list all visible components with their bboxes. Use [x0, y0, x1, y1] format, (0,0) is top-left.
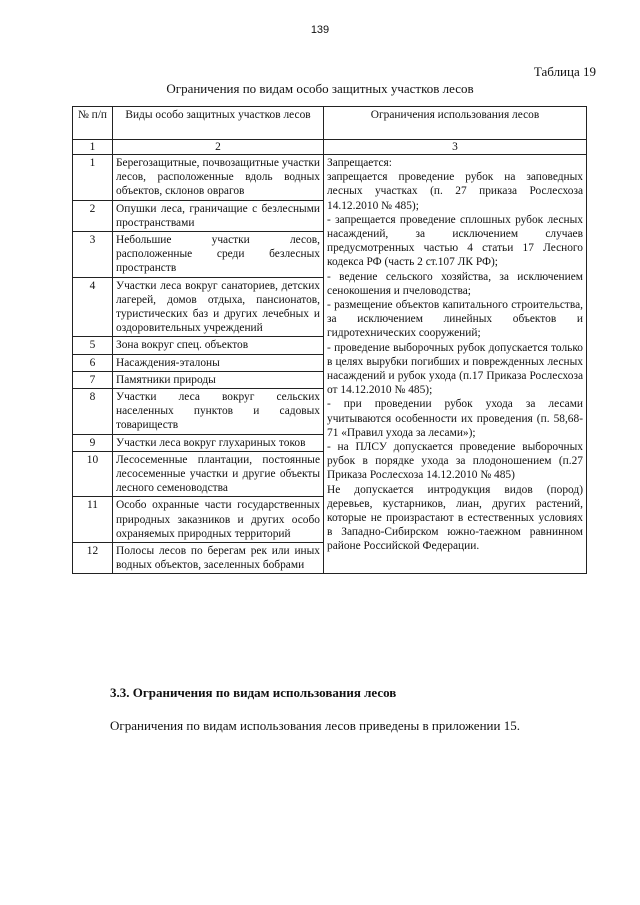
restriction-paragraph: Запрещается:: [327, 157, 392, 169]
row-number: 11: [73, 497, 113, 543]
table-caption: Ограничения по видам особо защитных участков лесов: [166, 81, 474, 96]
row-number: 6: [73, 354, 113, 371]
restriction-paragraph: - на ПЛСУ допускается проведение выборочных рубок в порядке ухода за плодоношением (п.27 Приказа Рослесхоза 14.12.2010 № 485): [327, 441, 583, 482]
restriction-paragraph: Не допускается интродукция видов (пород) деревьев, кустарников, лиан, других растений, которые не произрастают в естественных условиях в Западно-Сибирском южно-таежном равнинном районе Российской Федерации.: [327, 483, 583, 553]
row-type: Насаждения-эталоны: [113, 354, 324, 371]
table-header-row: [73, 107, 587, 140]
header-num: № п/п: [73, 107, 113, 140]
table-column-numbers-row: [73, 140, 587, 155]
restrictions-table: [72, 106, 587, 574]
table-label: Таблица 19: [533, 64, 596, 79]
section-body-text: Ограничения по видам использования лесов приведены в приложении 15.: [110, 718, 520, 733]
row-number: 7: [73, 371, 113, 388]
row-type: Полосы лесов по берегам рек или иных водных объектов, заселенных бобрами: [113, 543, 324, 574]
row-type: Опушки леса, граничащие с безлесными пространствами: [113, 200, 324, 231]
column-number: 1: [73, 140, 113, 155]
row-number: 1: [73, 155, 113, 201]
row-type: Особо охранные части государственных природных заказников и других особо охраняемых природных территорий: [113, 497, 324, 543]
row-number: 3: [73, 232, 113, 278]
row-type: Зона вокруг спец. объектов: [113, 337, 324, 354]
restriction-paragraph: - размещение объектов капитального строительства, за исключением линейных объектов и гидротехнических сооружений;: [327, 299, 583, 340]
row-number: 9: [73, 434, 113, 451]
row-number: 12: [73, 543, 113, 574]
restrictions-cell: [324, 155, 587, 574]
row-number: 10: [73, 451, 113, 497]
column-number: 3: [324, 140, 587, 155]
row-type: Небольшие участки лесов, расположенные среди безлесных пространств: [113, 232, 324, 278]
restriction-paragraph: - ведение сельского хозяйства, за исключением сенокошения и пчеловодства;: [327, 270, 583, 297]
row-number: 2: [73, 200, 113, 231]
table-row: [73, 155, 587, 201]
row-type: Участки леса вокруг санаториев, детских лагерей, домов отдыха, пансионатов, туристических баз и других лечебных и оздоровительных учреждений: [113, 277, 324, 337]
section-title: 3.3. Ограничения по видам использования лесов: [110, 685, 397, 700]
restriction-paragraph: - проведение выборочных рубок допускается только в целях вырубки погибших и поврежденных лесных насаждений и рубок ухода (п.17 Приказа Рослесхоза от 14.12.2010 № 485);: [327, 341, 583, 397]
restriction-paragraph: - при проведении рубок ухода за лесами учитываются особенности их проведения (п. 58,68-71 «Правил ухода за лесами»);: [327, 398, 583, 439]
row-number: 5: [73, 337, 113, 354]
restriction-paragraph: - запрещается проведение сплошных рубок лесных насаждений, за исключением случаев предусмотренных частью 4 статьи 17 Лесного кодекса РФ (часть 2 ст.107 ЛК РФ);: [327, 213, 583, 269]
row-type: Участки леса вокруг сельских населенных пунктов и садовых товариществ: [113, 389, 324, 435]
page-number: 139: [310, 24, 330, 36]
restriction-paragraph: запрещается проведение рубок на заповедных лесных участках (п. 27 приказа Рослесхоза 14.12.2010 № 485);: [327, 171, 583, 212]
header-restrictions: Ограничения использования лесов: [324, 107, 587, 140]
column-number: 2: [113, 140, 324, 155]
row-type: Участки леса вокруг глухариных токов: [113, 434, 324, 451]
row-type: Памятники природы: [113, 371, 324, 388]
row-type: Лесосеменные плантации, постоянные лесосеменные участки и другие объекты лесного семеноводства: [113, 451, 324, 497]
row-type: Берегозащитные, почвозащитные участки лесов, расположенные вдоль водных объектов, склонов оврагов: [113, 155, 324, 201]
row-number: 8: [73, 389, 113, 435]
header-type: Виды особо защитных участков лесов: [113, 107, 324, 140]
row-number: 4: [73, 277, 113, 337]
